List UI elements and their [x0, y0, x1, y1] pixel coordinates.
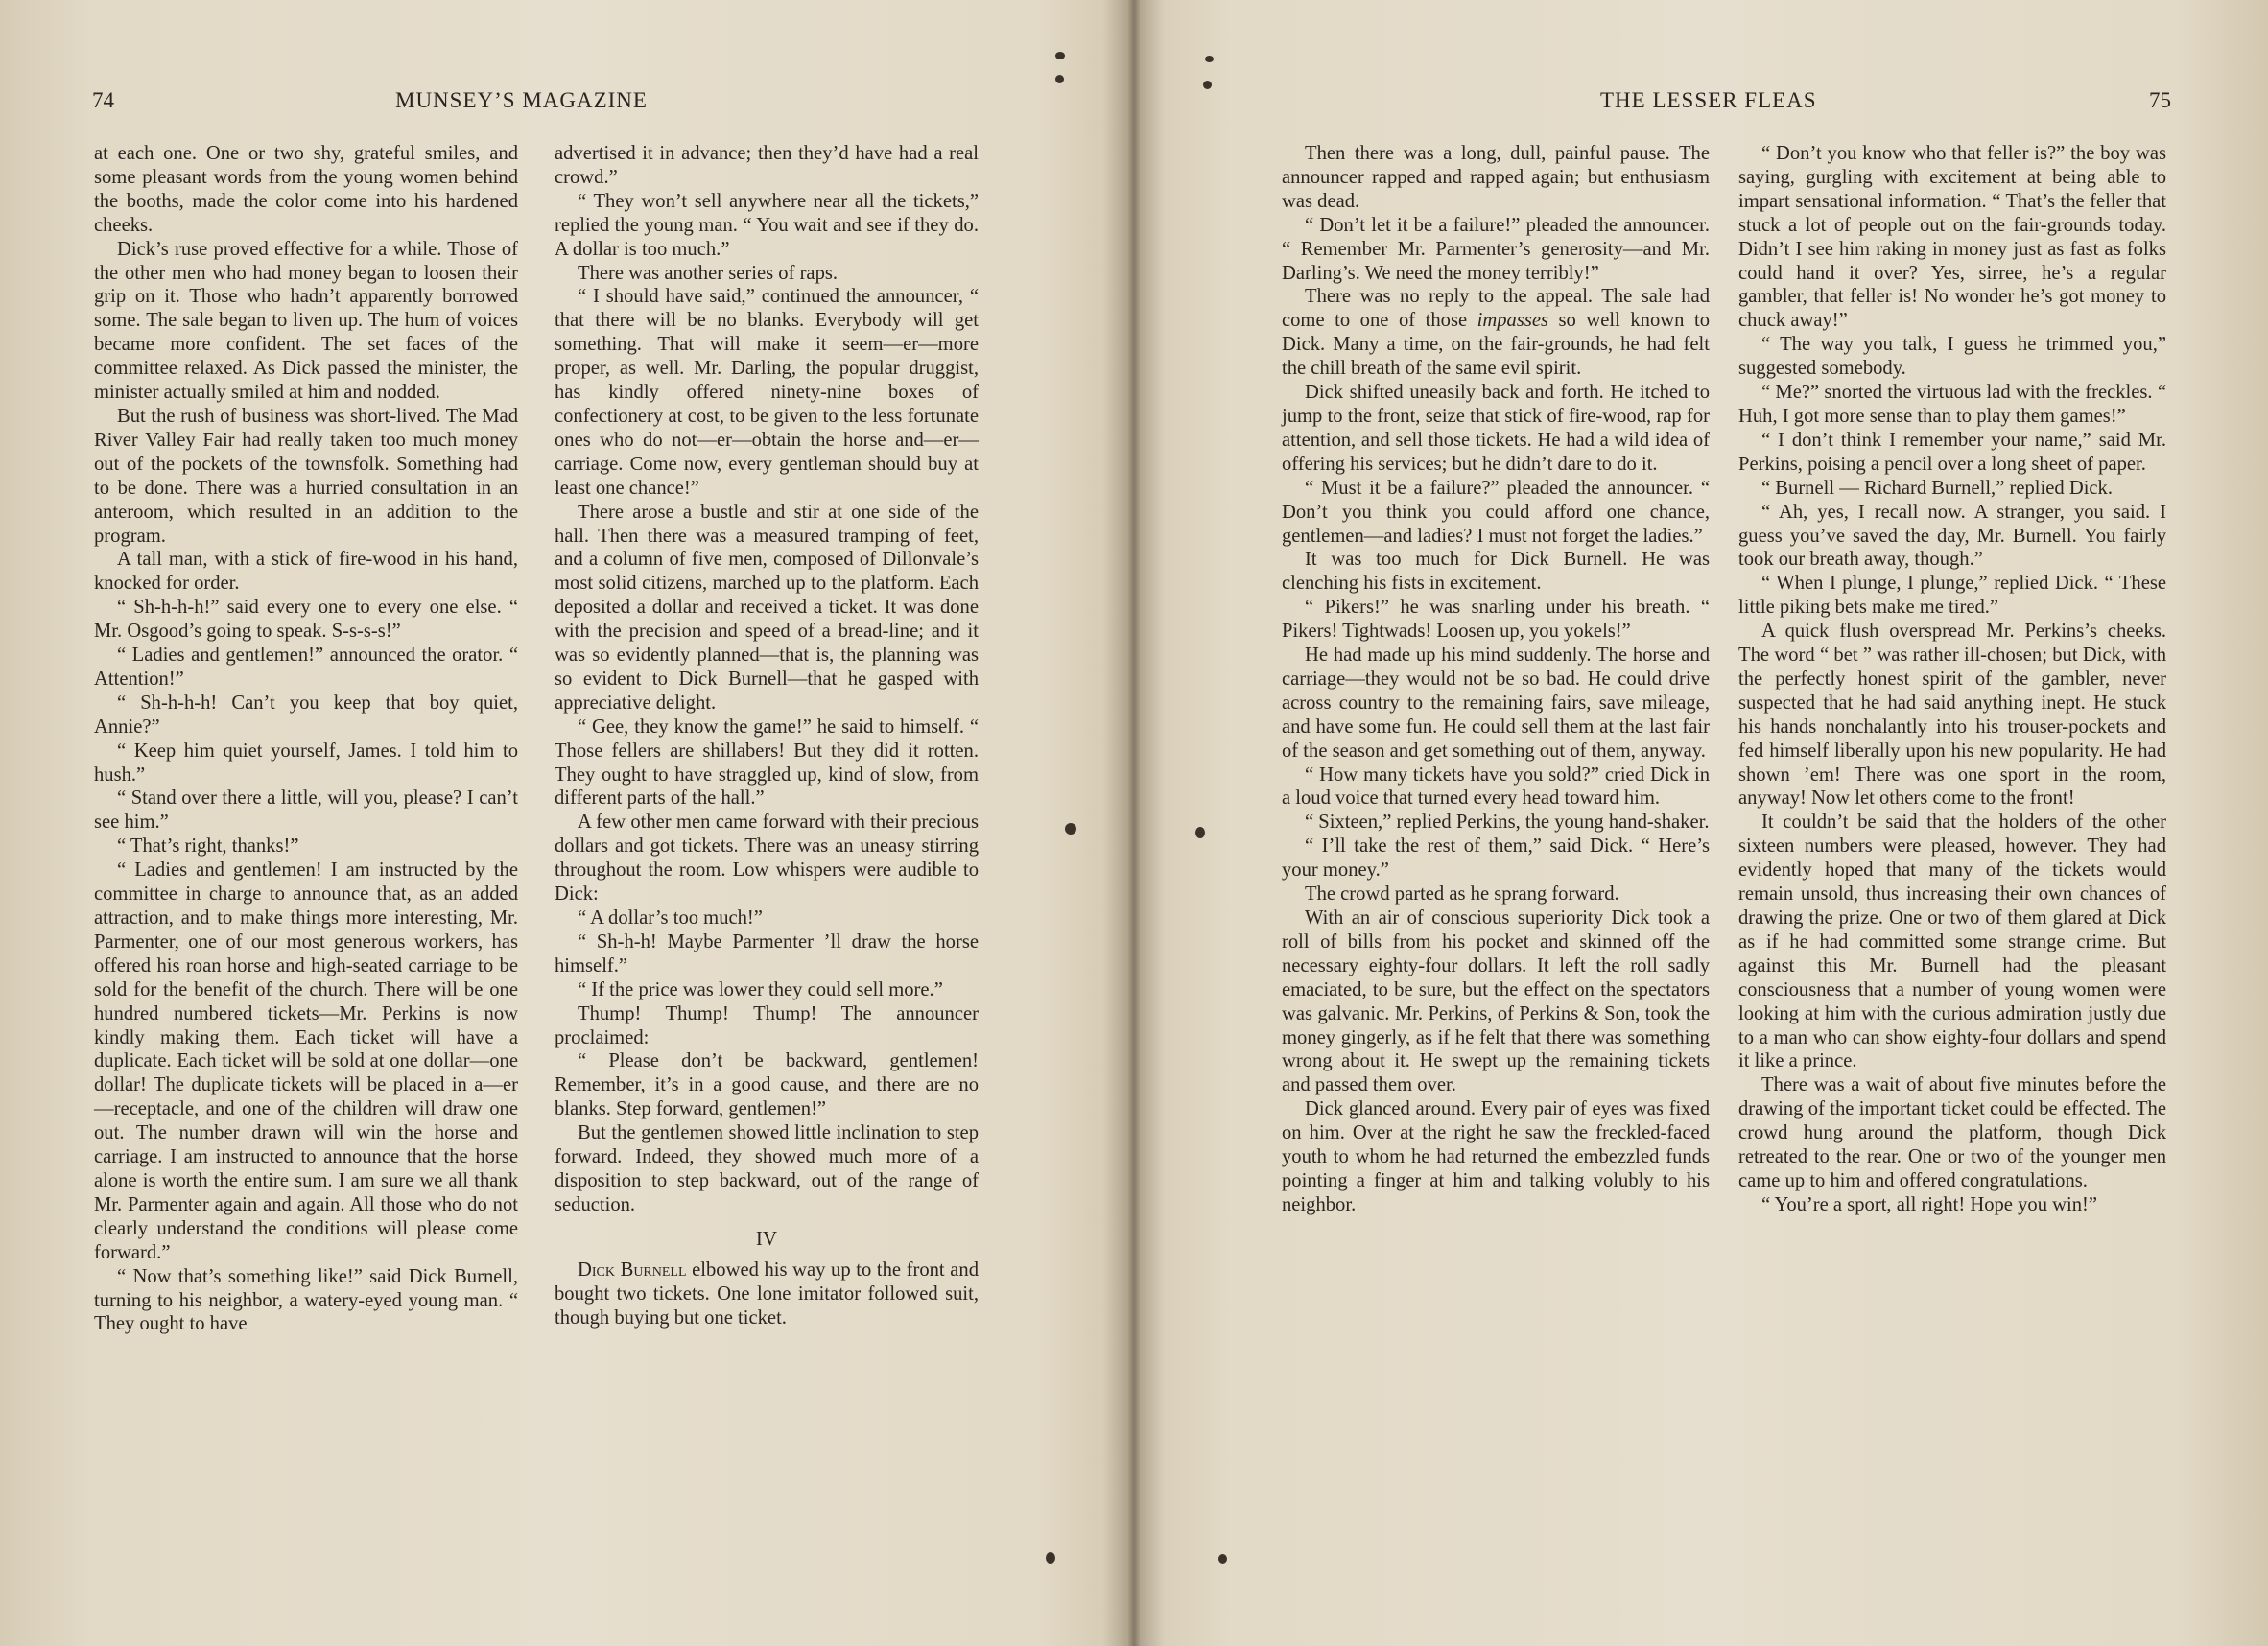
right-column-1 [1282, 142, 1710, 1217]
binding-hole-mark [1046, 1552, 1055, 1564]
book-gutter [1103, 0, 1165, 1646]
paragraph: “ I don’t think I remember your name,” said Mr. Perkins, poising a pencil over a long sheet of paper. [1738, 429, 2166, 475]
paragraph: “ Now that’s something like!” said Dick Burnell, turning to his neighbor, a watery-eyed young man. “ They ought to have [94, 1265, 518, 1335]
paragraph: “ Sh-h-h-h! Can’t you keep that boy quiet, Annie?” [94, 692, 518, 738]
binding-hole-mark [1203, 81, 1212, 89]
paragraph: advertised it in advance; then they’d have had a real crowd.” [555, 143, 979, 188]
paragraph: Thump! Thump! Thump! The announcer proclaimed: [555, 1002, 979, 1048]
right-column-2 [1738, 142, 2166, 1217]
binding-hole-mark [1065, 823, 1076, 835]
paragraph: “ Gee, they know the game!” he said to himself. “ Those fellers are shillabers! But they did it rotten. They ought to have straggled up, kind of slow, from different parts of the hall.” [555, 716, 979, 810]
paragraph: It couldn’t be said that the holders of the other sixteen numbers were pleased, however. They had evidently hoped that many of the tickets would remain unsold, thus increasing their own chances of drawing the prize. One or two of them glared at Dick as if he had committed some strange crime. But against this Mr. Burnell had the pleasant consciousness that a number of young women were looking at him with the curious admiration justly due to a man who can show eighty-four dollars and spend it like a prince. [1738, 811, 2166, 1072]
right-page [1140, 0, 2268, 1646]
paragraph: “ Ladies and gentlemen!” announced the orator. “ Attention!” [94, 645, 518, 690]
section-opening-text: elbowed his way up to the front and bought two tickets. One lone imitator followed suit, though buying but one ticket. [555, 1258, 979, 1329]
paragraph: at each one. One or two shy, grateful smiles, and some pleasant words from the young women behind the booths, made the color come into his hardened cheeks. [94, 143, 518, 236]
paragraph: With an air of conscious superiority Dick took a roll of bills from his pocket and skinned off the necessary eighty-four dollars. It left the roll sadly emaciated, to be sure, but the effect on the spectators was galvanic. Mr. Perkins, of Perkins & Son, took the money gingerly, as if he felt that there was something wrong about it. He swept up the remaining tickets and passed them over. [1282, 907, 1710, 1096]
paragraph: “ The way you talk, I guess he trimmed you,” suggested somebody. [1738, 334, 2166, 380]
paragraph: Dick glanced around. Every pair of eyes was fixed on him. Over at the right he saw the freckled-faced youth to whom he had returned the embezzled funds pointing a finger at him and talking volubly to his neighbor. [1282, 1098, 1710, 1215]
paragraph: “ Sixteen,” replied Perkins, the young hand-shaker. [1305, 811, 1710, 834]
paragraph: “ Sh-h-h! Maybe Parmenter ’ll draw the horse himself.” [555, 930, 979, 976]
paragraph: Dick shifted uneasily back and forth. He itched to jump to the front, seize that stick of fire-wood, rap for attention, and sell those tickets. He had a wild idea of offering his services; but he didn’t dare to do it. [1282, 382, 1710, 475]
binding-hole-mark [1218, 1554, 1227, 1564]
paragraph: The crowd parted as he sprang forward. [1305, 883, 1619, 905]
paragraph: A few other men came forward with their precious dollars and got tickets. There was an uneasy stirring throughout the room. Low whispers were audible to Dick: [555, 811, 979, 905]
paragraph: “ That’s right, thanks!” [117, 835, 299, 858]
section-opening-paragraph [555, 1258, 979, 1330]
paragraph: “ Don’t let it be a failure!” pleaded the announcer. “ Remember Mr. Parmenter’s generosity—and Mr. Darling’s. We need the money terribly!” [1282, 214, 1710, 284]
paragraph: There arose a bustle and stir at one side of the hall. Then there was a measured tramping of feet, and a column of five men, composed of Dillonvale’s most solid citizens, marched up to the platform. Each deposited a dollar and received a ticket. It was done with the precision and speed of a bread-line; and it was so evidently planned—that is, the planning was so evident to Dick Burnell—that he gasped with appreciative delight. [555, 501, 979, 714]
paragraph: Dick’s ruse proved effective for a while. Those of the other men who had money began to loosen their grip on it. Those who hadn’t apparently borrowed some. The sale began to liven up. The hum of voices became more confident. The set faces of the committee relaxed. As Dick passed the minister, the minister actually smiled at him and nodded. [94, 238, 518, 404]
section-lead-in: Dick Burnell [578, 1258, 687, 1281]
paragraph: “ If the price was lower they could sell more.” [578, 978, 943, 1000]
paragraph: “ Burnell — Richard Burnell,” replied Dick. [1761, 477, 2114, 499]
paragraph: “ I should have said,” continued the announcer, “ that there will be no blanks. Everybody will get something. That will make it seem—er—more proper, as well. Mr. Darling, the popular druggist, has kindly offered ninety-nine boxes of confectionery at cost, to be given to the less fortunate ones who do not—er—obtain the horse and—er—carriage. Come now, every gentleman should buy at least one chance!” [555, 286, 979, 499]
right-page-number: 75 [2149, 88, 2171, 112]
paragraph: “ Don’t you know who that feller is?” the boy was saying, gurgling with excitement at being able to impart sensational information. “ That’s the feller that stuck a lot of people out on the fair-grounds today. Didn’t I see him raking in money just as fast as folks could hand it over? Yes, sirree, he’s a regular gambler, that feller is! No wonder he’s got money to chuck away!” [1738, 143, 2166, 332]
left-column-1 [94, 142, 518, 1336]
paragraph: “ Must it be a failure?” pleaded the announcer. “ Don’t you think you could afford one chance, gentlemen—and ladies? I must not forget the ladies.” [1282, 477, 1710, 547]
paragraph: “ A dollar’s too much!” [578, 907, 763, 929]
left-column-2 [555, 142, 979, 1329]
paragraph: “ Pikers!” he was snarling under his breath. “ Pikers! Tightwads! Loosen up, you yokels!” [1282, 597, 1710, 643]
paragraph: It was too much for Dick Burnell. He was clenching his fists in excitement. [1282, 549, 1710, 595]
binding-hole-mark [1195, 827, 1205, 838]
paragraph: “ Me?” snorted the virtuous lad with the freckles. “ Huh, I got more sense than to play them games!” [1738, 382, 2166, 427]
paragraph: There was another series of raps. [578, 262, 839, 284]
paragraph: “ You’re a sport, all right! Hope you win!” [1761, 1193, 2098, 1215]
italic-word: impasses [1477, 310, 1549, 332]
binding-hole-mark [1055, 52, 1065, 59]
paragraph: “ Ah, yes, I recall now. A stranger, you said. I guess you’ve saved the day, Mr. Burnell. You fairly took our breath away, though.” [1738, 501, 2166, 571]
paragraph: A tall man, with a stick of fire-wood in his hand, knocked for order. [94, 549, 518, 595]
paragraph: “ Sh-h-h-h!” said every one to every one else. “ Mr. Osgood’s going to speak. S-s-s-s!” [94, 597, 518, 643]
paragraph: Then there was a long, dull, painful pause. The announcer rapped and rapped again; but enthusiasm was dead. [1282, 143, 1710, 212]
paragraph: “ Please don’t be backward, gentlemen! Remember, it’s in a good cause, and there are no blanks. Step forward, gentlemen!” [555, 1050, 979, 1120]
binding-hole-mark [1205, 56, 1214, 62]
paragraph: There was no reply to the appeal. The sale had come to one of those impasses so well known to Dick. Many a time, on the fair-grounds, he had felt the chill breath of the same evil spirit. [1282, 286, 1710, 380]
paragraph: “ When I plunge, I plunge,” replied Dick. “ These little piking bets make me tired.” [1738, 573, 2166, 619]
section-number: IV [755, 1226, 778, 1250]
binding-hole-mark [1055, 75, 1064, 83]
paragraph: “ Ladies and gentlemen! I am instructed by the committee in charge to announce that, as an added attraction, and to make things more interesting, Mr. Parmenter, one of our most generous workers, has offered his roan horse and high-seated carriage to be sold for the benefit of the church. There will be one hundred numbered tickets—Mr. Perkins is now kindly making them. Each ticket will have a duplicate. Each ticket will be sold at one dollar—one dollar! The duplicate tickets will be placed in a—er—receptacle, and one of the children will draw one out. The number drawn will win the horse and carriage. I am instructed to announce that the horse alone is worth the entire sum. I am sure we all thank Mr. Parmenter again and again. All those who do not clearly understand the conditions will please come forward.” [94, 859, 518, 1263]
left-page-number: 74 [92, 88, 114, 112]
paragraph: There was a wait of about five minutes before the drawing of the important ticket could be effected. The crowd hung around the platform, though Dick retreated to the rear. One or two of the younger men came up to him and offered congratulations. [1738, 1074, 2166, 1191]
left-page [0, 0, 1128, 1646]
right-running-head: THE LESSER FLEAS [1600, 88, 1817, 112]
paragraph: A quick flush overspread Mr. Perkins’s cheeks. The word “ bet ” was rather ill-chosen; but Dick, with the perfectly honest spirit of the gambler, never suspected that he had said anything inept. He stuck his hands nonchalantly into his trouser-pockets and fed himself liberally upon his new popularity. He had shown ’em! There was one sport in the room, anyway! Now let others come to the front! [1738, 621, 2166, 810]
paragraph: He had made up his mind suddenly. The horse and carriage—they would not be so bad. He could drive across country to the remaining fairs, save mileage, and have some fun. He could sell them at the last fair of the season and get something out of them, anyway. [1282, 645, 1710, 762]
paragraph: But the rush of business was short-lived. The Mad River Valley Fair had really taken too much money out of the pockets of the townsfolk. Something had to be done. There was a hurried consultation in an anteroom, which resulted in an addition to the program. [94, 405, 518, 547]
left-running-head: MUNSEY’S MAGAZINE [395, 88, 648, 112]
paragraph: “ Stand over there a little, will you, please? I can’t see him.” [94, 788, 518, 834]
paragraph: But the gentlemen showed little inclination to step forward. Indeed, they showed much more of a disposition to step backward, out of the range of seduction. [555, 1122, 979, 1215]
paragraph: “ They won’t sell anywhere near all the tickets,” replied the young man. “ You wait and see if they do. A dollar is too much.” [555, 190, 979, 260]
paragraph: “ I’ll take the rest of them,” said Dick. “ Here’s your money.” [1282, 835, 1710, 882]
paragraph: “ Keep him quiet yourself, James. I told him to hush.” [94, 740, 518, 786]
paragraph: “ How many tickets have you sold?” cried Dick in a loud voice that turned every head toward him. [1282, 764, 1710, 810]
